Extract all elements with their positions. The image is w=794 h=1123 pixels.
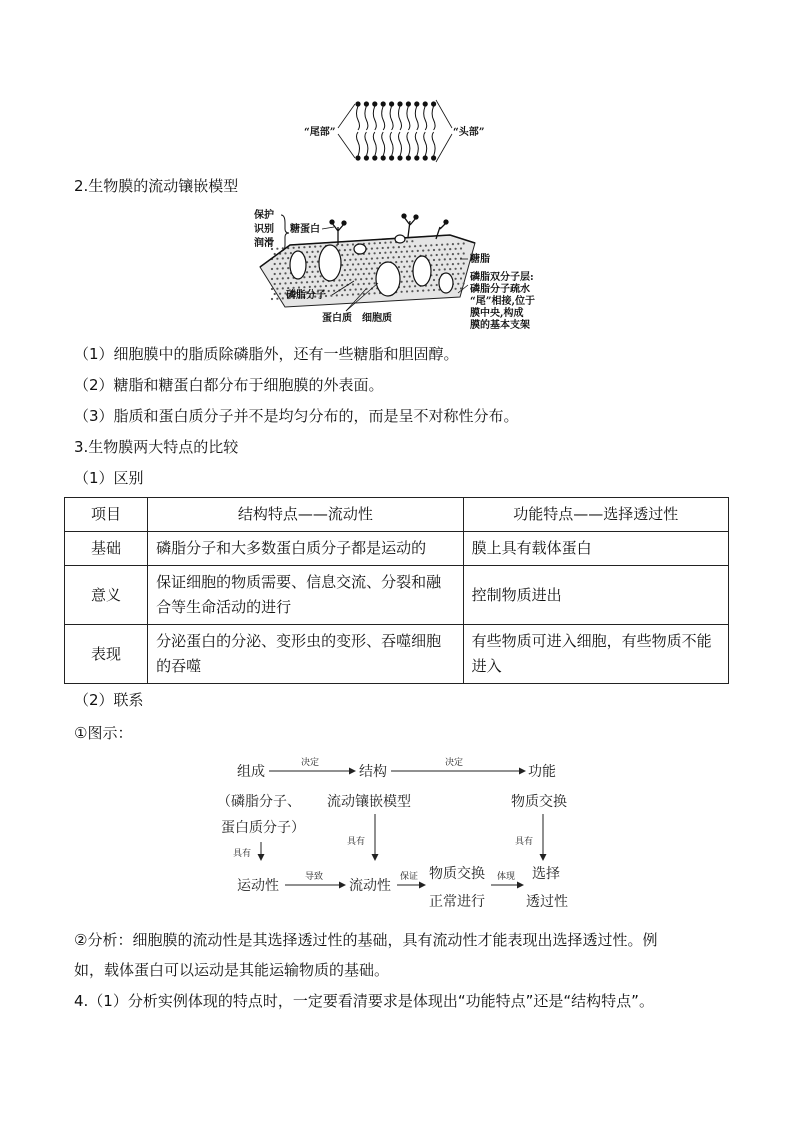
phospholipid-molecule-label: 磷脂分子 <box>286 290 326 301</box>
row-label: 基础 <box>65 532 148 566</box>
row-function: 控制物质进出 <box>463 566 728 625</box>
head-label: “头部” <box>453 127 485 138</box>
protein-label: 蛋白质 <box>322 313 352 324</box>
phospholipid-figure <box>300 92 500 172</box>
bilayer-note-4: 膜中央,构成 <box>470 308 524 319</box>
header-structure: 结构特点——流动性 <box>148 498 463 532</box>
tail-pointer-up <box>338 104 355 128</box>
ensures-label: 保证 <box>400 872 419 882</box>
note-3: （3）脂质和蛋白质分子并不是均匀分布的，而是呈不对称性分布。 <box>74 407 519 425</box>
normal-exchange-1: 物质交换 <box>429 866 485 882</box>
fluidity-node: 流动性 <box>349 878 391 894</box>
row-function: 有些物质可进入细胞，有些物质不能进入 <box>463 625 728 684</box>
protect-label: 保护 <box>254 210 274 221</box>
table-row <box>65 625 729 684</box>
has-label-1: 具有 <box>347 837 366 847</box>
row-function: 膜上具有载体蛋白 <box>463 532 728 566</box>
diagram-intro: ①图示： <box>74 724 133 742</box>
glycolipid-label: 糖脂 <box>470 254 490 265</box>
tail-label: “尾部” <box>304 127 336 138</box>
selective-node-2: 透过性 <box>526 894 568 910</box>
analysis-line-1: ②分析：细胞膜的流动性是其选择透过性的基础，具有流动性才能表现出选择透过性。例 <box>74 931 658 949</box>
composition-node: 组成 <box>237 764 265 780</box>
cytoplasm-label: 细胞质 <box>362 313 392 324</box>
bilayer-note-1: 磷脂双分子层: <box>470 272 534 283</box>
bilayer-note-2: 磷脂分子疏水 <box>470 284 530 295</box>
leads-to-label: 导致 <box>305 872 324 882</box>
relationship-flow-diagram <box>215 750 595 920</box>
normal-exchange-2: 正常进行 <box>429 894 485 910</box>
row-structure: 磷脂分子和大多数蛋白质分子都是运动的 <box>148 532 463 566</box>
comparison-table <box>64 497 729 684</box>
brace <box>281 215 289 251</box>
selective-node-1: 选择 <box>532 866 560 882</box>
lubricate-label: 润滑 <box>254 238 274 249</box>
subsection-difference: （1）区别 <box>74 469 144 487</box>
tail-pointer-down <box>338 134 355 158</box>
note-2: （2）糖脂和糖蛋白都分布于细胞膜的外表面。 <box>74 376 384 394</box>
head-pointer-down <box>436 134 452 162</box>
row-structure: 分泌蛋白的分泌、变形虫的变形、吞噬细胞的吞噬 <box>148 625 463 684</box>
function-node: 功能 <box>528 764 556 780</box>
bilayer-note-3: “尾”相接,位于 <box>470 296 535 307</box>
row-label: 表现 <box>65 625 148 684</box>
motility-node: 运动性 <box>237 878 279 894</box>
item-4: 4.（1）分析实例体现的特点时，一定要看清要求是体现出“功能特点”还是“结构特点”。 <box>74 992 654 1010</box>
analysis-line-2: 如，载体蛋白可以运动是其能运输物质的基础。 <box>74 961 390 979</box>
row-label: 意义 <box>65 566 148 625</box>
head-pointer-up <box>436 100 452 128</box>
glycoprotein-label: 糖蛋白 <box>290 224 320 235</box>
fluid-mosaic-figure <box>250 205 550 335</box>
has-label-2: 具有 <box>515 837 534 847</box>
table-header-row <box>65 498 729 532</box>
header-item: 项目 <box>65 498 148 532</box>
embodies-label: 体现 <box>497 872 516 882</box>
composition-detail-2: 蛋白质分子） <box>221 820 305 836</box>
determines-label-1: 决定 <box>301 758 320 768</box>
note-1: （1）细胞膜中的脂质除磷脂外，还有一些糖脂和胆固醇。 <box>74 345 459 363</box>
model-node: 流动镶嵌模型 <box>327 794 411 810</box>
header-function: 功能特点——选择透过性 <box>463 498 728 532</box>
subsection-connection: （2）联系 <box>74 691 144 709</box>
row-structure: 保证细胞的物质需要、信息交流、分裂和融合等生命活动的进行 <box>148 566 463 625</box>
table-row <box>65 566 729 625</box>
has-label-3: 具有 <box>233 849 252 859</box>
section-2-title: 2.生物膜的流动镶嵌模型 <box>74 177 239 195</box>
identify-label: 识别 <box>254 224 274 235</box>
table-row <box>65 532 729 566</box>
structure-node: 结构 <box>359 764 387 780</box>
determines-label-2: 决定 <box>445 758 464 768</box>
composition-detail-1: （磷脂分子、 <box>217 794 301 810</box>
exchange-node: 物质交换 <box>511 794 567 810</box>
section-3-title: 3.生物膜两大特点的比较 <box>74 438 239 456</box>
bilayer-tails <box>357 106 436 156</box>
bilayer-note-5: 膜的基本支架 <box>470 320 530 331</box>
